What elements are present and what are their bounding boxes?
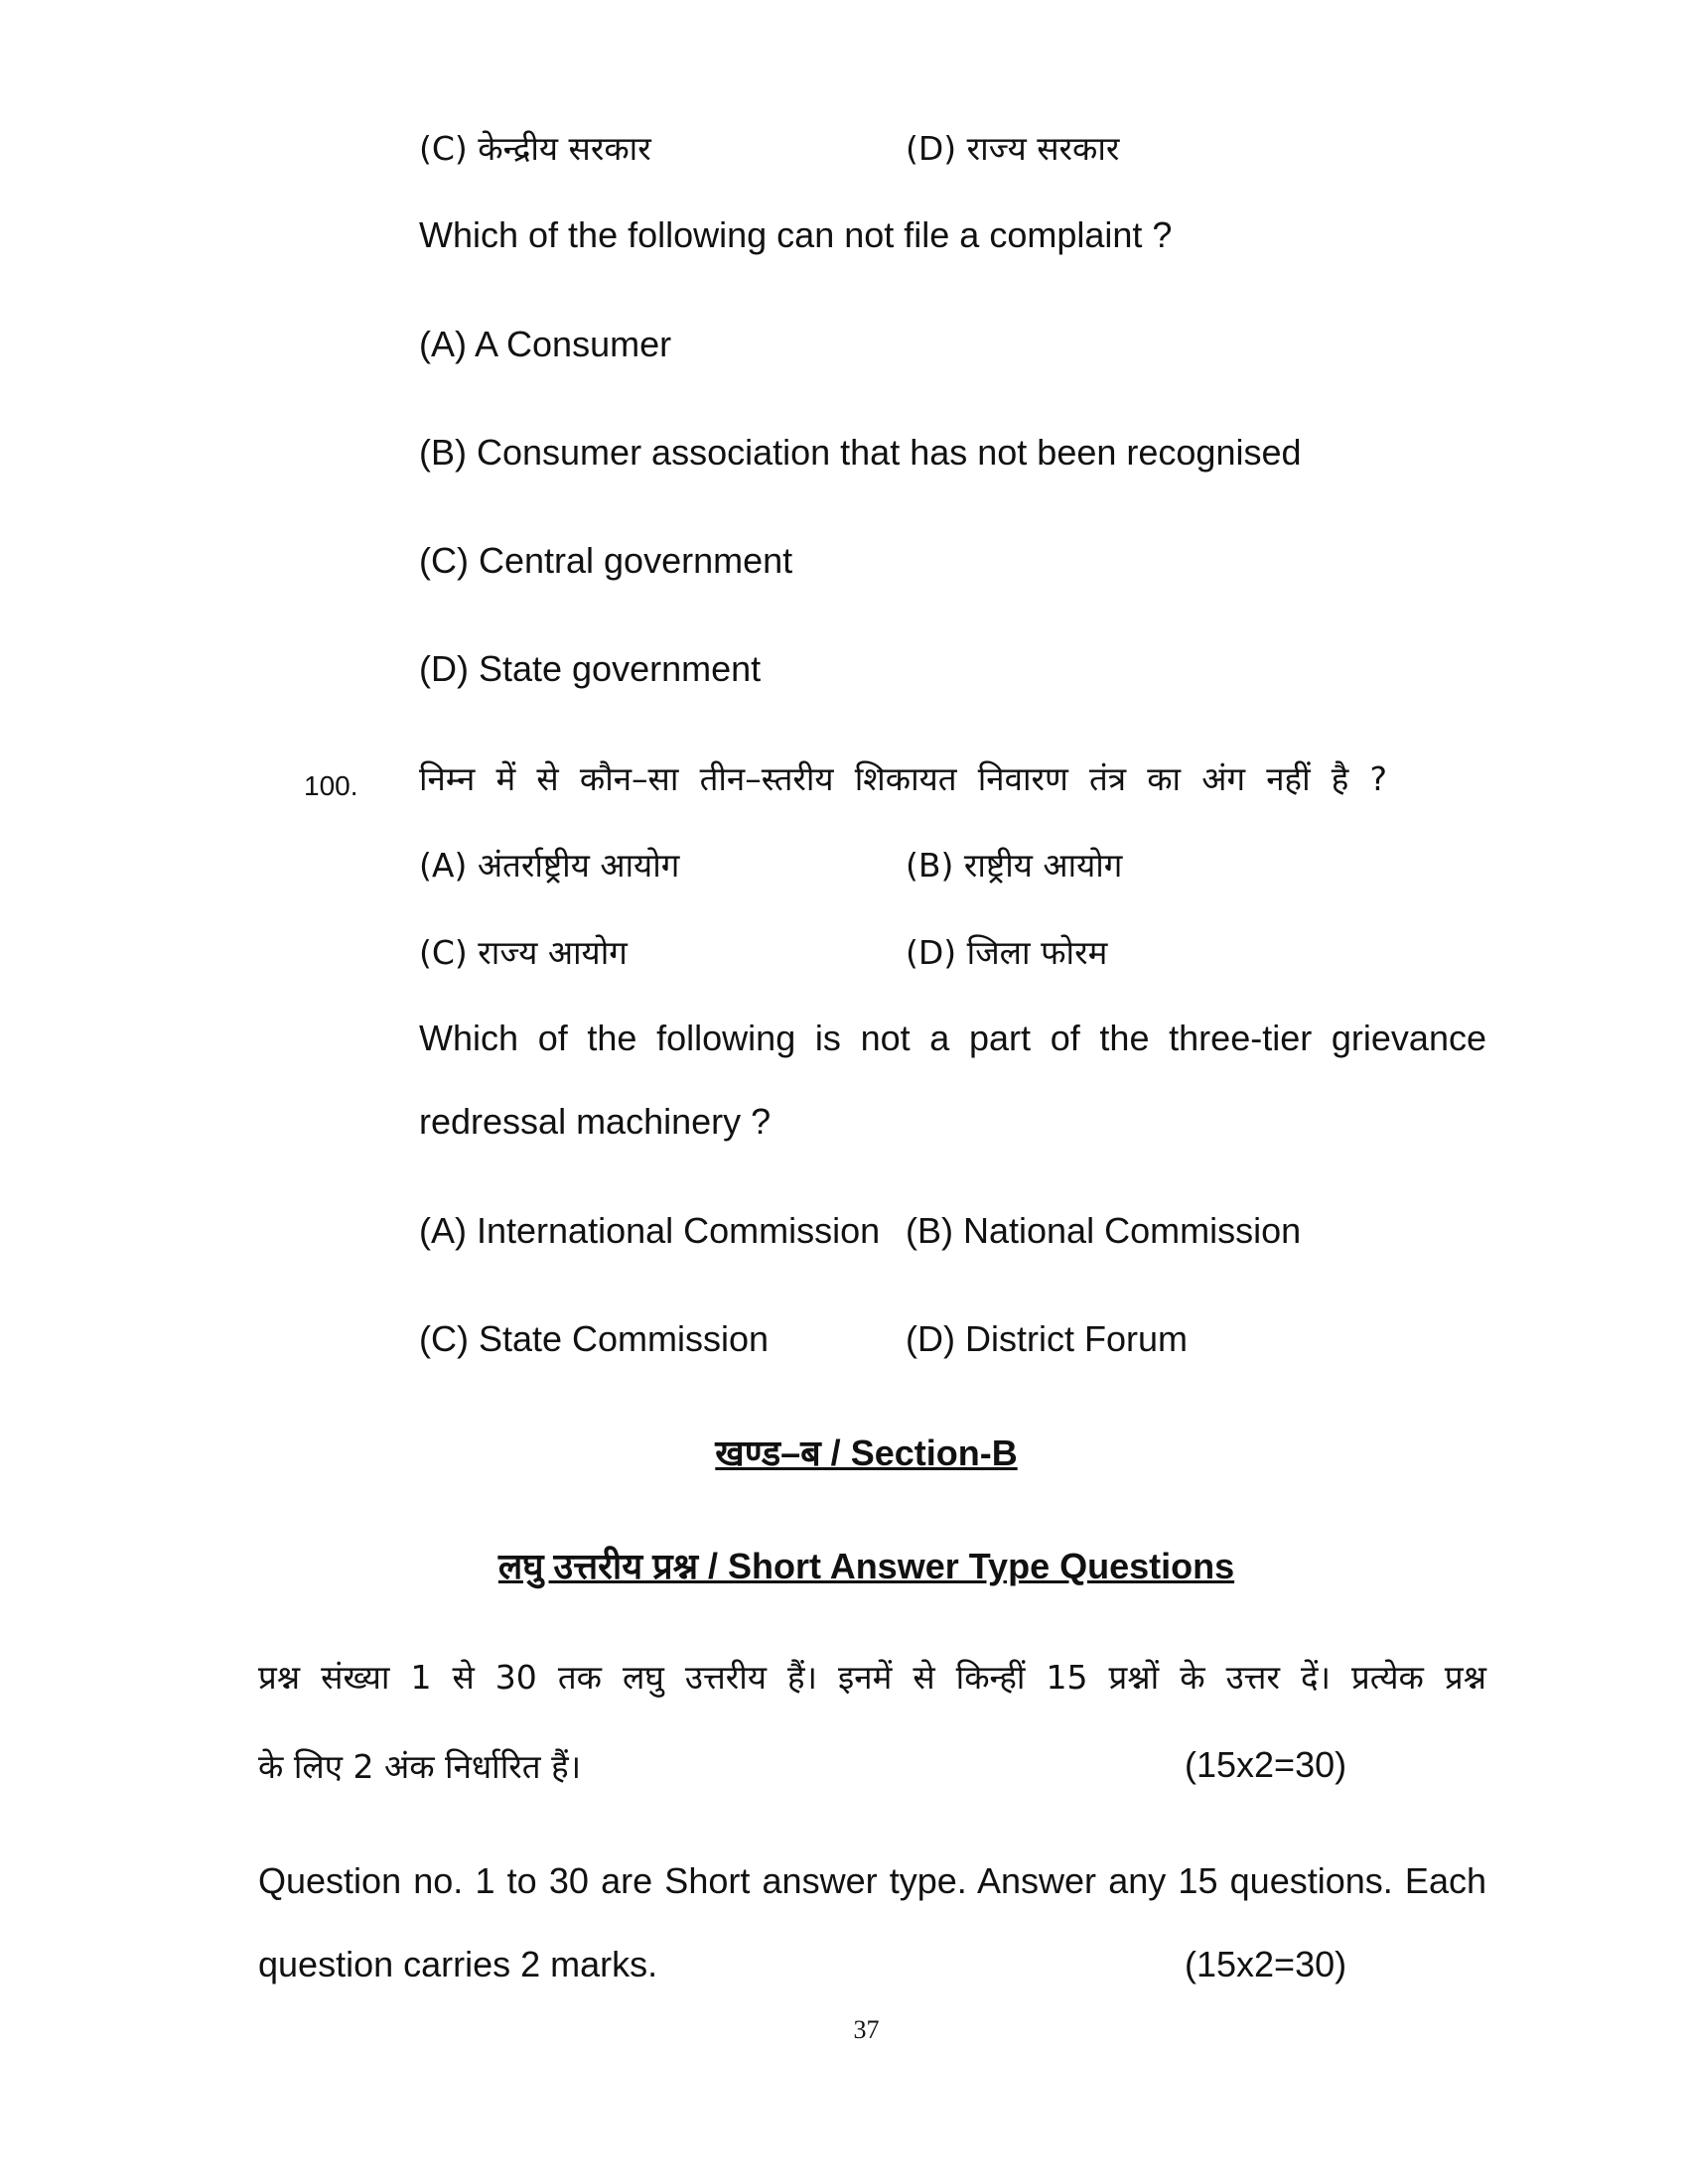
- q99-en-option-d: (D) State government: [419, 648, 762, 689]
- section-title: खण्ड–ब / Section-B: [715, 1433, 1018, 1473]
- q99-en-question: Which of the following can not file a complaint ?: [419, 214, 1173, 255]
- q99-en-option-c: (C) Central government: [419, 540, 793, 581]
- instructions-en-line1: Question no. 1 to 30 are Short answer type. Answer any 15 questions. Each: [258, 1860, 1486, 1901]
- q100-en-option-a: (A) International Commission: [419, 1210, 881, 1251]
- q100-hi-option-a: (A) अंतर्राष्ट्रीय आयोग: [419, 846, 680, 885]
- q99-en-option-a: (A) A Consumer: [419, 324, 672, 364]
- q100-en-option-d: (D) District Forum: [906, 1318, 1188, 1359]
- q100-en-question-line2: redressal machinery ?: [419, 1101, 772, 1142]
- instructions-hi-marks: (15x2=30): [1185, 1744, 1347, 1785]
- instructions-en-line2: question carries 2 marks.: [258, 1944, 658, 1984]
- page-number: 37: [853, 2015, 880, 2044]
- q100-en-option-c: (C) State Commission: [419, 1318, 770, 1359]
- q99-en-option-b: (B) Consumer association that has not been recognised: [419, 432, 1302, 473]
- section-subtitle: लघु उत्तरीय प्रश्न / Short Answer Type Questions: [497, 1546, 1235, 1586]
- q100-en-option-b: (B) National Commission: [906, 1210, 1302, 1251]
- instructions-en-marks: (15x2=30): [1185, 1944, 1347, 1984]
- q99-hi-option-c: (C) केन्द्रीय सरकार: [419, 129, 651, 168]
- q100-number: 100.: [304, 770, 358, 801]
- q100-hi-option-b: (B) राष्ट्रीय आयोग: [906, 846, 1123, 885]
- q100-hi-option-d: (D) जिला फोरम: [906, 933, 1108, 972]
- q99-hi-option-d: (D) राज्य सरकार: [906, 129, 1120, 168]
- q100-hi-question: निम्न में से कौन–सा तीन–स्तरीय शिकायत निवारण तंत्र का अंग नहीं है ?: [419, 759, 1387, 798]
- q100-en-question-line1: Which of the following is not a part of the three-tier grievance: [419, 1018, 1486, 1058]
- q100-hi-option-c: (C) राज्य आयोग: [419, 933, 628, 972]
- instructions-hi-line1: प्रश्न संख्या 1 से 30 तक लघु उत्तरीय हैं। इनमें से किन्हीं 15 प्रश्नों के उत्तर दें। प्रत्येक प्रश्न: [258, 1658, 1486, 1697]
- instructions-hi-line2: के लिए 2 अंक निर्धारित हैं।: [258, 1747, 582, 1786]
